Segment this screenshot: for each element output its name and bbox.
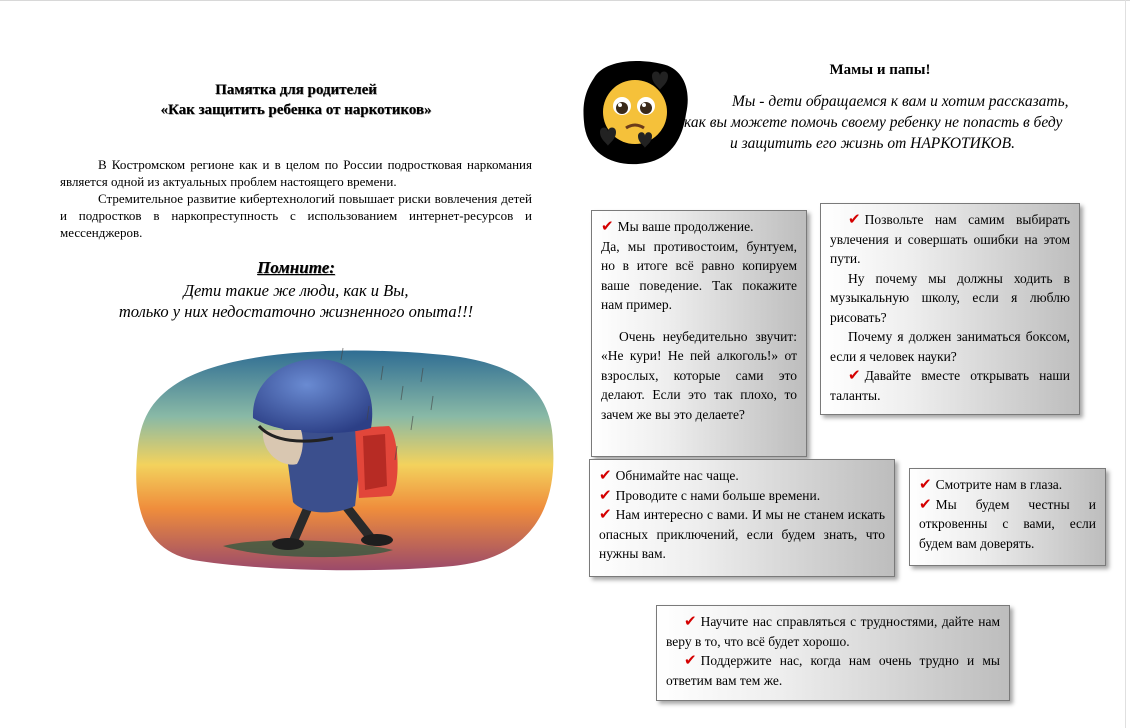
advice-text: Ну почему мы должны ходить в музыкальную школу, если я люблю рисовать? [830,270,1070,325]
intro-paragraph-2: Стремительное развитие кибертехнологий повышает риски вовлечения детей и подростков в наркопреступность с использованием интернет-ресурсов и мессенджеров. [60,191,532,240]
checkmark-icon: ✔ [601,217,614,235]
advice-text: Позвольте нам самим выбирать увлечения и совершать ошибки на этом пути. [830,212,1070,266]
remember-line-1: Дети такие же люди, как и Вы, [183,281,409,300]
checkmark-icon: ✔ [919,475,932,493]
advice-text: Обнимайте нас чаще. [615,468,739,483]
checkmark-icon: ✔ [919,494,932,513]
appeal-line-3: и защитить его жизнь от НАРКОТИКОВ. [730,135,1015,152]
leaflet-title-line1: Памятка для родителей [215,82,377,98]
remember-line-2: только у них недостаточно жизненного опыта!!! [118,302,474,321]
advice-box-time-together [589,459,895,577]
advice-box-example [591,210,807,457]
appeal-line-1: Мы - дети обращаемся к вам и хотим рассказать, [732,93,1069,110]
advice-text: Давайте вместе открывать наши таланты. [830,368,1070,403]
checkmark-icon: ✔ [684,612,697,630]
checkmark-icon: ✔ [848,366,861,384]
checkmark-icon: ✔ [684,651,697,669]
advice-box-support [656,605,1010,701]
remember-heading: Помните: [257,258,335,277]
checkmark-icon: ✔ [599,505,612,523]
advice-text: Да, мы противостоим, бунтуем, но в итоге всё равно копируем ваше поведение. Так покажите нам пример. [601,238,797,312]
page-right-border [1125,0,1126,728]
parents-heading: Мамы и папы! [829,62,931,78]
sad-child-illustration [133,346,559,572]
appeal-line-2: как вы можете помочь своему ребенку не попасть в беду [684,114,1063,131]
leaflet-title-line2: «Как защитить ребенка от наркотиков» [160,102,432,118]
advice-text: Поддержите нас, когда нам очень трудно и мы ответим вам тем же. [666,653,1000,688]
advice-text: Мы будем честны и откровенны с вами, если будем вам доверять. [919,496,1096,551]
advice-text: Почему я должен заниматься боксом, если я человек науки? [830,329,1070,364]
advice-text: Мы ваше продолжение. [617,219,754,234]
checkmark-icon: ✔ [599,485,612,504]
advice-text: Научите нас справляться с трудностями, дайте нам веру в то, что всё будет хорошо. [666,614,1000,649]
advice-text: Нам интересно с вами. И мы не станем искать опасных приключений, если будем знать, что нужны вам. [599,507,885,561]
advice-text: Очень неубедительно звучит: «Не кури! Не пей алкоголь!» от взрослых, которые сами это делают. Если это так плохо, то зачем же вы это делаете? [601,328,797,422]
advice-box-trust [909,468,1106,566]
advice-text: Проводите с нами больше времени. [615,487,821,503]
page-top-border [0,0,1130,1]
pleading-face-emoji [582,58,692,166]
checkmark-icon: ✔ [599,466,612,484]
advice-text: Смотрите нам в глаза. [935,477,1063,492]
intro-paragraph-1: В Костромском регионе как и в целом по России подростковая наркомания является одной из актуальных проблем настоящего времени. [60,157,532,189]
advice-box-choice [820,203,1080,415]
checkmark-icon: ✔ [848,210,861,228]
